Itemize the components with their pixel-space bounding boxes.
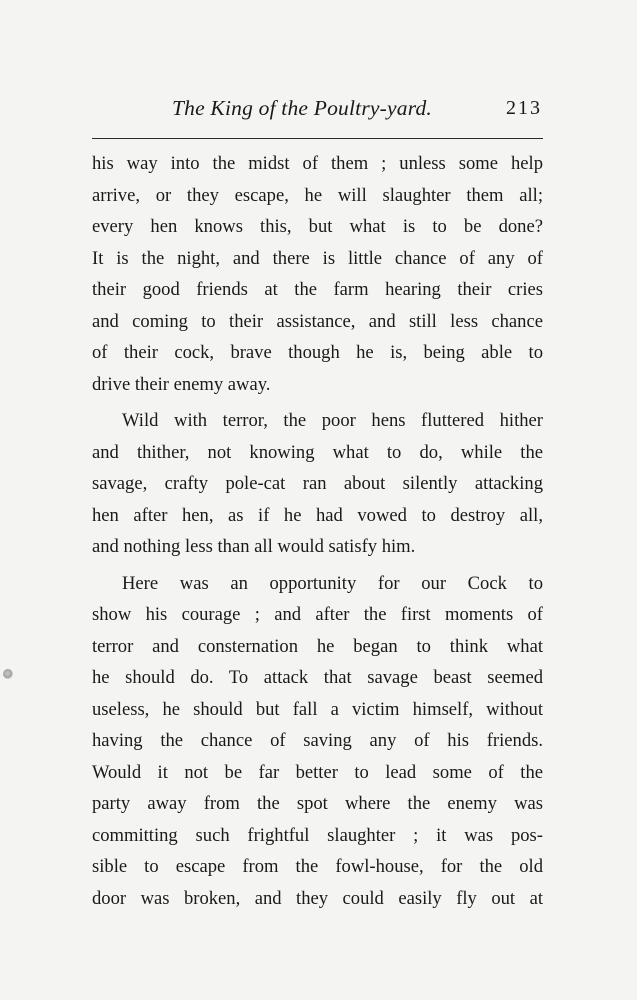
binding-hole-mark [3, 669, 13, 679]
text-line: and coming to their assistance, and still less chance [92, 310, 543, 332]
page-number: 213 [506, 97, 542, 119]
header-rule [92, 138, 543, 139]
text-line: Here was an opportunity for our Cock to [122, 572, 543, 594]
text-line: and nothing less than all would satisfy him. [92, 536, 416, 557]
text-line: Would it not be far better to lead some of the [92, 761, 543, 783]
text-line: arrive, or they escape, he will slaughter them all; [92, 184, 543, 206]
text-line: savage, crafty pole-cat ran about silently attacking [92, 473, 543, 494]
text-line: party away from the spot where the enemy was [92, 793, 543, 814]
text-line: show his courage ; and after the first moments of [92, 604, 543, 625]
text-line: of their cock, brave though he is, being able to [92, 342, 543, 363]
text-line: every hen knows this, but what is to be done? [92, 216, 543, 237]
text-line: terror and consternation he began to think what [92, 635, 543, 657]
text-line: and thither, not knowing what to do, while the [92, 441, 543, 463]
text-line: committing such frightful slaughter ; it was pos- [92, 824, 543, 846]
text-line: Wild with terror, the poor hens fluttered hither [122, 410, 543, 431]
text-line: hen after hen, as if he had vowed to destroy all, [92, 504, 543, 526]
text-line: he should do. To attack that savage beast seemed [92, 667, 543, 688]
text-line: their good friends at the farm hearing their cries [92, 279, 543, 300]
text-line: sible to escape from the fowl-house, for the old [92, 856, 543, 877]
text-line: having the chance of saving any of his friends. [92, 730, 543, 751]
text-line: his way into the midst of them ; unless some help [92, 153, 543, 174]
text-line: door was broken, and they could easily fly out at [92, 887, 543, 909]
text-line: It is the night, and there is little chance of any of [92, 247, 543, 269]
text-line: drive their enemy away. [92, 373, 271, 395]
text-line: useless, he should but fall a victim himself, without [92, 698, 543, 720]
running-title: The King of the Poultry-yard. [172, 96, 432, 120]
running-header [92, 96, 542, 126]
body-text [92, 148, 543, 914]
